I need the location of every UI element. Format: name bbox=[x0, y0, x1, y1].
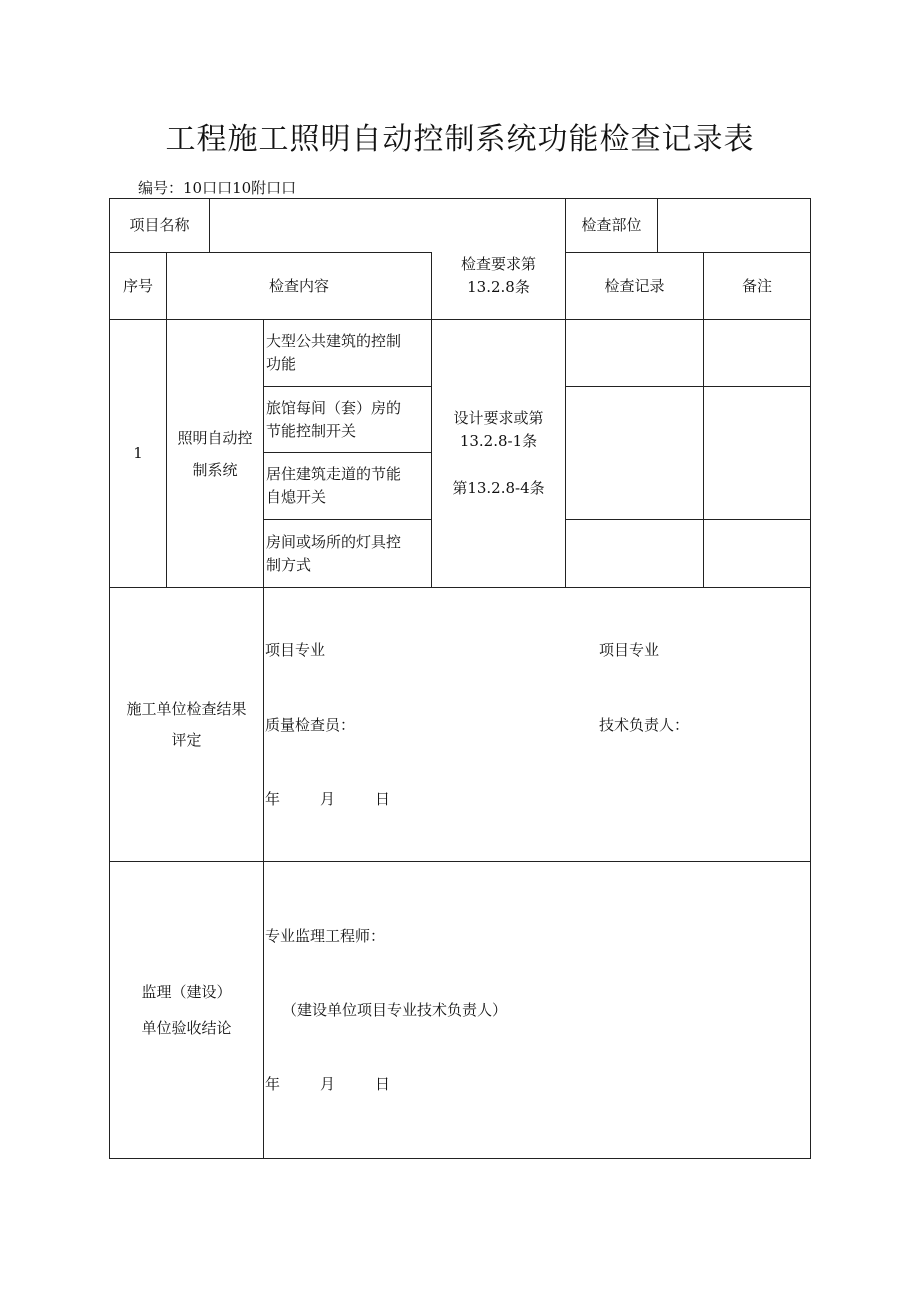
inspection-location-label: 检查部位 bbox=[581, 216, 642, 234]
project-name-label: 项目名称 bbox=[129, 216, 190, 234]
remarks-cell-2[interactable] bbox=[704, 387, 810, 519]
column-header-record: 检查记录 bbox=[604, 276, 665, 295]
owner-technical-lead-note: （建设单位项目专业技术负责人） bbox=[282, 1001, 508, 1019]
supervision-label-line1: 监理（建设） bbox=[141, 983, 232, 1001]
check-item-2: 旅馆每间（套）房的 节能控制开关 bbox=[266, 398, 402, 440]
document-number: 编号：10口口10附口口 bbox=[138, 179, 297, 197]
remarks-cell-1[interactable] bbox=[704, 320, 810, 386]
record-cell-2[interactable] bbox=[566, 387, 703, 519]
contractor-specialty-left: 项目专业 bbox=[265, 641, 326, 659]
group-requirement-line2: 13.2.8-1条 bbox=[459, 432, 538, 450]
column-header-seq: 序号 bbox=[122, 276, 153, 295]
supervision-label bbox=[110, 862, 263, 1158]
column-header-content: 检查内容 bbox=[268, 276, 329, 295]
contractor-label bbox=[110, 588, 263, 861]
technical-lead-label: 技术负责人： bbox=[599, 716, 690, 734]
group-requirement-line1: 设计要求或第 bbox=[453, 409, 544, 427]
contractor-label-line1: 施工单位检查结果 bbox=[126, 699, 247, 718]
group-name-line1: 照明自动控 bbox=[177, 428, 253, 447]
contractor-date-month: 月 bbox=[320, 790, 336, 808]
supervising-engineer-label: 专业监理工程师： bbox=[265, 927, 386, 945]
record-cell-3[interactable] bbox=[566, 520, 703, 587]
contractor-date bbox=[265, 788, 390, 811]
check-item-1: 大型公共建筑的控制 功能 bbox=[266, 332, 402, 373]
contractor-label-line2: 评定 bbox=[171, 730, 202, 749]
supervision-date-day: 日 bbox=[375, 1075, 391, 1093]
supervision-date bbox=[265, 1073, 390, 1096]
contractor-date-year: 年 bbox=[265, 790, 281, 808]
column-header-requirement bbox=[432, 232, 565, 319]
contractor-date-day: 日 bbox=[375, 790, 391, 808]
contractor-specialty-right: 项目专业 bbox=[599, 641, 660, 659]
supervision-label-line2: 单位验收结论 bbox=[141, 1019, 232, 1037]
group-seq: 1 bbox=[133, 444, 143, 462]
check-item-4: 房间或场所的灯具控 制方式 bbox=[266, 532, 402, 574]
page-title: 工程施工照明自动控制系统功能检查记录表 bbox=[165, 122, 755, 157]
remarks-cell-3[interactable] bbox=[704, 520, 810, 587]
supervision-date-month: 月 bbox=[320, 1075, 336, 1093]
group-requirement-line3: 第13.2.8-4条 bbox=[452, 479, 545, 497]
group-name-line2: 制系统 bbox=[192, 460, 238, 479]
supervision-date-year: 年 bbox=[265, 1075, 281, 1093]
group-name bbox=[167, 320, 263, 587]
column-header-remarks: 备注 bbox=[741, 276, 772, 295]
column-header-requirement-line2: 13.2.8条 bbox=[467, 277, 530, 296]
inspection-location-field[interactable] bbox=[658, 199, 810, 252]
group-requirement bbox=[432, 407, 565, 500]
check-item-3: 居住建筑走道的节能 自熄开关 bbox=[266, 465, 402, 506]
record-cell-1[interactable] bbox=[566, 320, 703, 386]
column-header-requirement-line1: 检查要求第 bbox=[460, 254, 536, 273]
quality-inspector-label: 质量检查员： bbox=[265, 716, 356, 734]
